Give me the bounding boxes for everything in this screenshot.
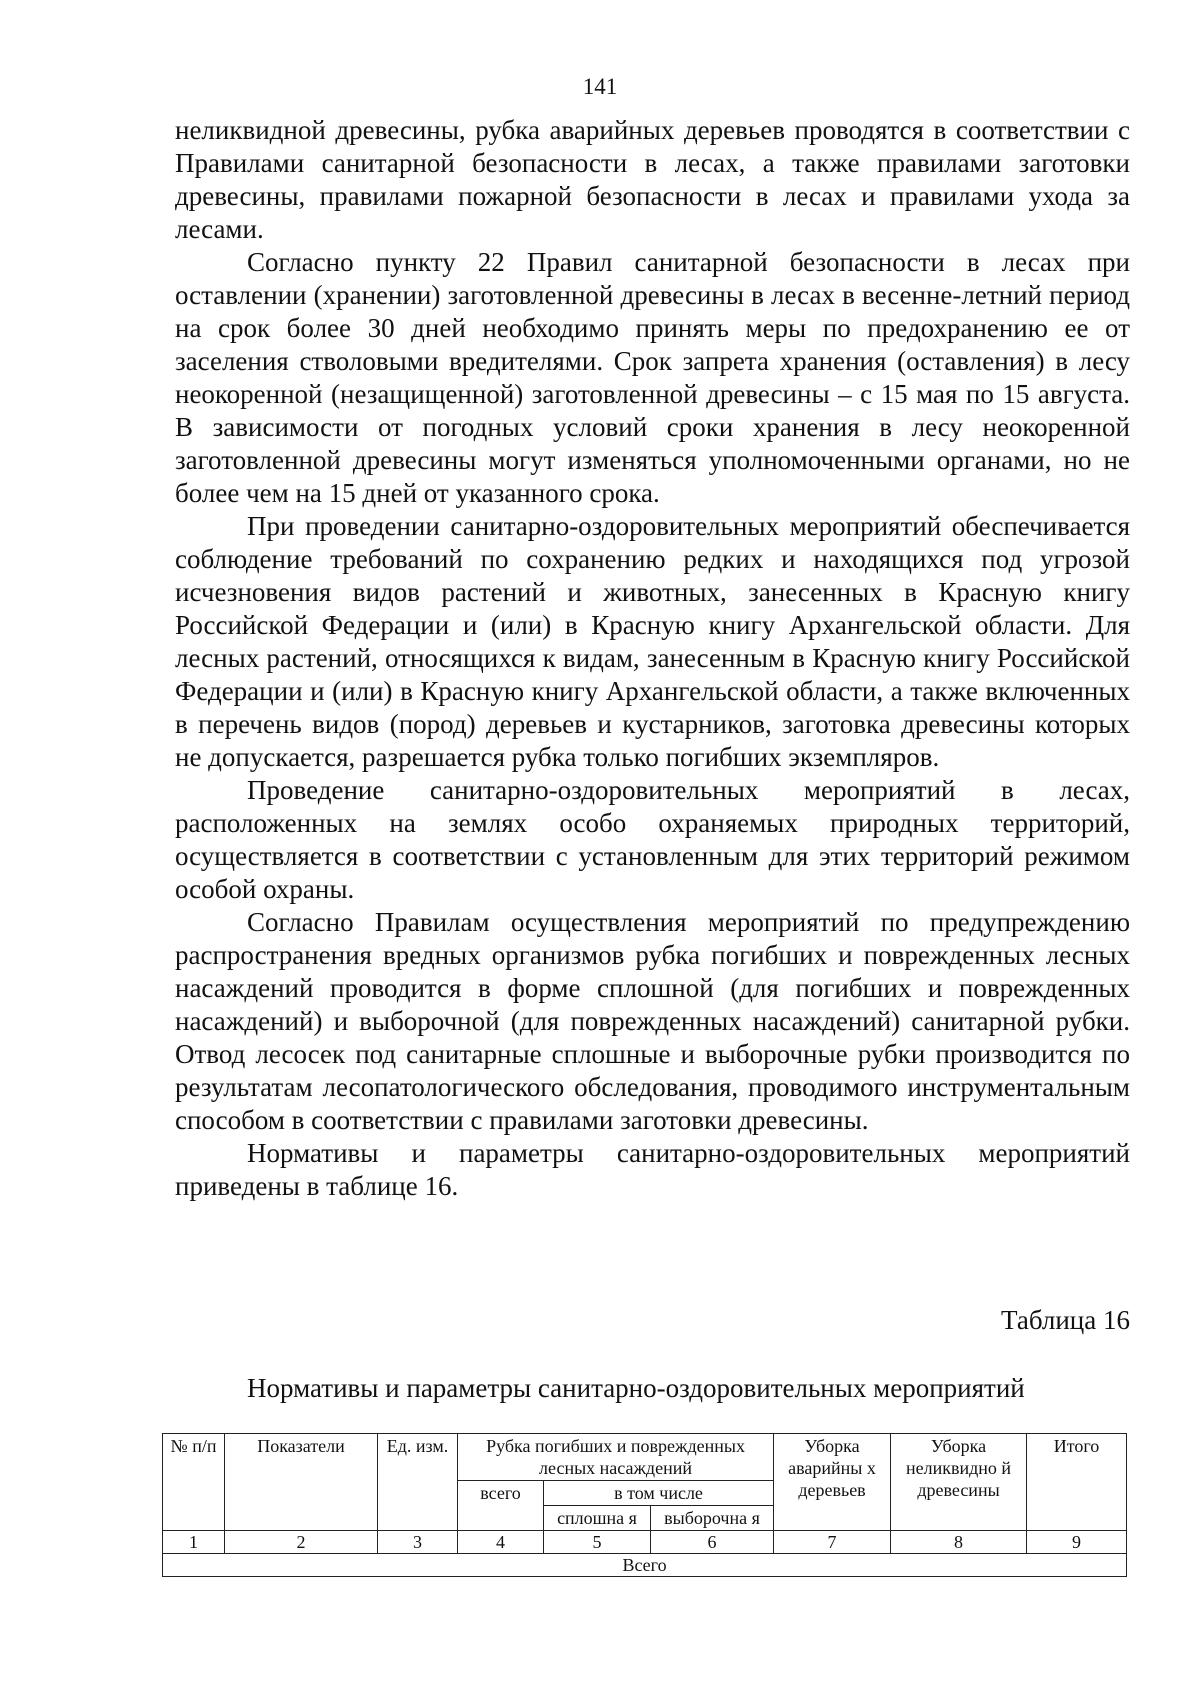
table-caption: Таблица 16 (1001, 1305, 1130, 1335)
column-number: 9 (1027, 1531, 1127, 1554)
column-number: 5 (544, 1531, 651, 1554)
total-row-label: Всего (163, 1554, 1127, 1577)
header-num: № п/п (163, 1434, 225, 1531)
header-clear: сплошна я (544, 1506, 651, 1531)
column-number: 6 (651, 1531, 774, 1554)
norms-table (162, 1433, 1127, 1577)
page-number: 141 (582, 74, 618, 99)
paragraph: Согласно Правилам осуществления мероприятий по предупреждению распространения вредных организмов рубка погибших и поврежденных лесных насаждений проводится в форме сплошной (для погибших и поврежденных насаждений) и выборочной (для поврежденных насаждений) санитарной рубки. Отвод лесосек под санитарные сплошные и выборочные рубки производится по результатам лесопатологического обследования, проводимого инструментальным способом в соответствии с правилами заготовки древесины. (175, 907, 1130, 1135)
header-indicators: Показатели (225, 1434, 378, 1531)
paragraph: неликвидной древесины, рубка аварийных деревьев проводятся в соответствии с Правилами санитарной безопасности в лесах, а также правилами заготовки древесины, правилами пожарной безопасности в лесах и правилами ухода за лесами. (175, 115, 1130, 244)
column-number: 4 (458, 1531, 544, 1554)
column-number: 1 (163, 1531, 225, 1554)
paragraph: Проведение санитарно-оздоровительных мероприятий в лесах, расположенных на землях особо охраняемых природных территорий, осуществляется в соответствии с установленным для этих территорий режимом особой охраны. (175, 775, 1130, 904)
total-row (163, 1554, 1127, 1577)
table-title: Нормативы и параметры санитарно-оздоровительных мероприятий (247, 1373, 1025, 1403)
paragraph: Нормативы и параметры санитарно-оздоровительных мероприятий приведены в таблице 16. (175, 1138, 1130, 1201)
header-selective: выборочна я (651, 1506, 774, 1531)
paragraph: Согласно пункту 22 Правил санитарной безопасности в лесах при оставлении (хранении) заготовленной древесины в лесах в весенне-летний период на срок более 30 дней необходимо принять меры по предохранению ее от заселения стволовыми вредителями. Срок запрета хранения (оставления) в лесу неокоренной (незащищенной) заготовленной древесины – с 15 мая по 15 августа. В зависимости от погодных условий сроки хранения в лесу неокоренной заготовленной древесины могут изменяться уполномоченными органами, но не более чем на 15 дней от указанного срока. (175, 247, 1130, 508)
column-number: 2 (225, 1531, 378, 1554)
column-number: 7 (774, 1531, 891, 1554)
paragraph: При проведении санитарно-оздоровительных мероприятий обеспечивается соблюдение требований по сохранению редких и находящихся под угрозой исчезновения видов растений и животных, занесенных в Красную книгу Российской Федерации и (или) в Красную книгу Архангельской области. Для лесных растений, относящихся к видам, занесенным в Красную книгу Российской Федерации и (или) в Красную книгу Архангельской области, а также включенных в перечень видов (пород) деревьев и кустарников, заготовка древесины которых не допускается, разрешается рубка только погибших экземпляров. (175, 511, 1130, 772)
header-unit: Ед. изм. (378, 1434, 458, 1531)
header-felling-group: Рубка погибших и поврежденных лесных насаждений (458, 1434, 774, 1481)
header-sum: Итого (1027, 1434, 1127, 1531)
column-number: 3 (378, 1531, 458, 1554)
header-total: всего (458, 1481, 544, 1531)
column-number: 8 (891, 1531, 1027, 1554)
body-text (175, 114, 1130, 1203)
header-emergency-trees: Уборка аварийны х деревьев (774, 1434, 891, 1531)
header-illiquid-wood: Уборка неликвидно й древесины (891, 1434, 1027, 1531)
header-including: в том числе (544, 1481, 774, 1506)
column-number-row (163, 1531, 1127, 1554)
